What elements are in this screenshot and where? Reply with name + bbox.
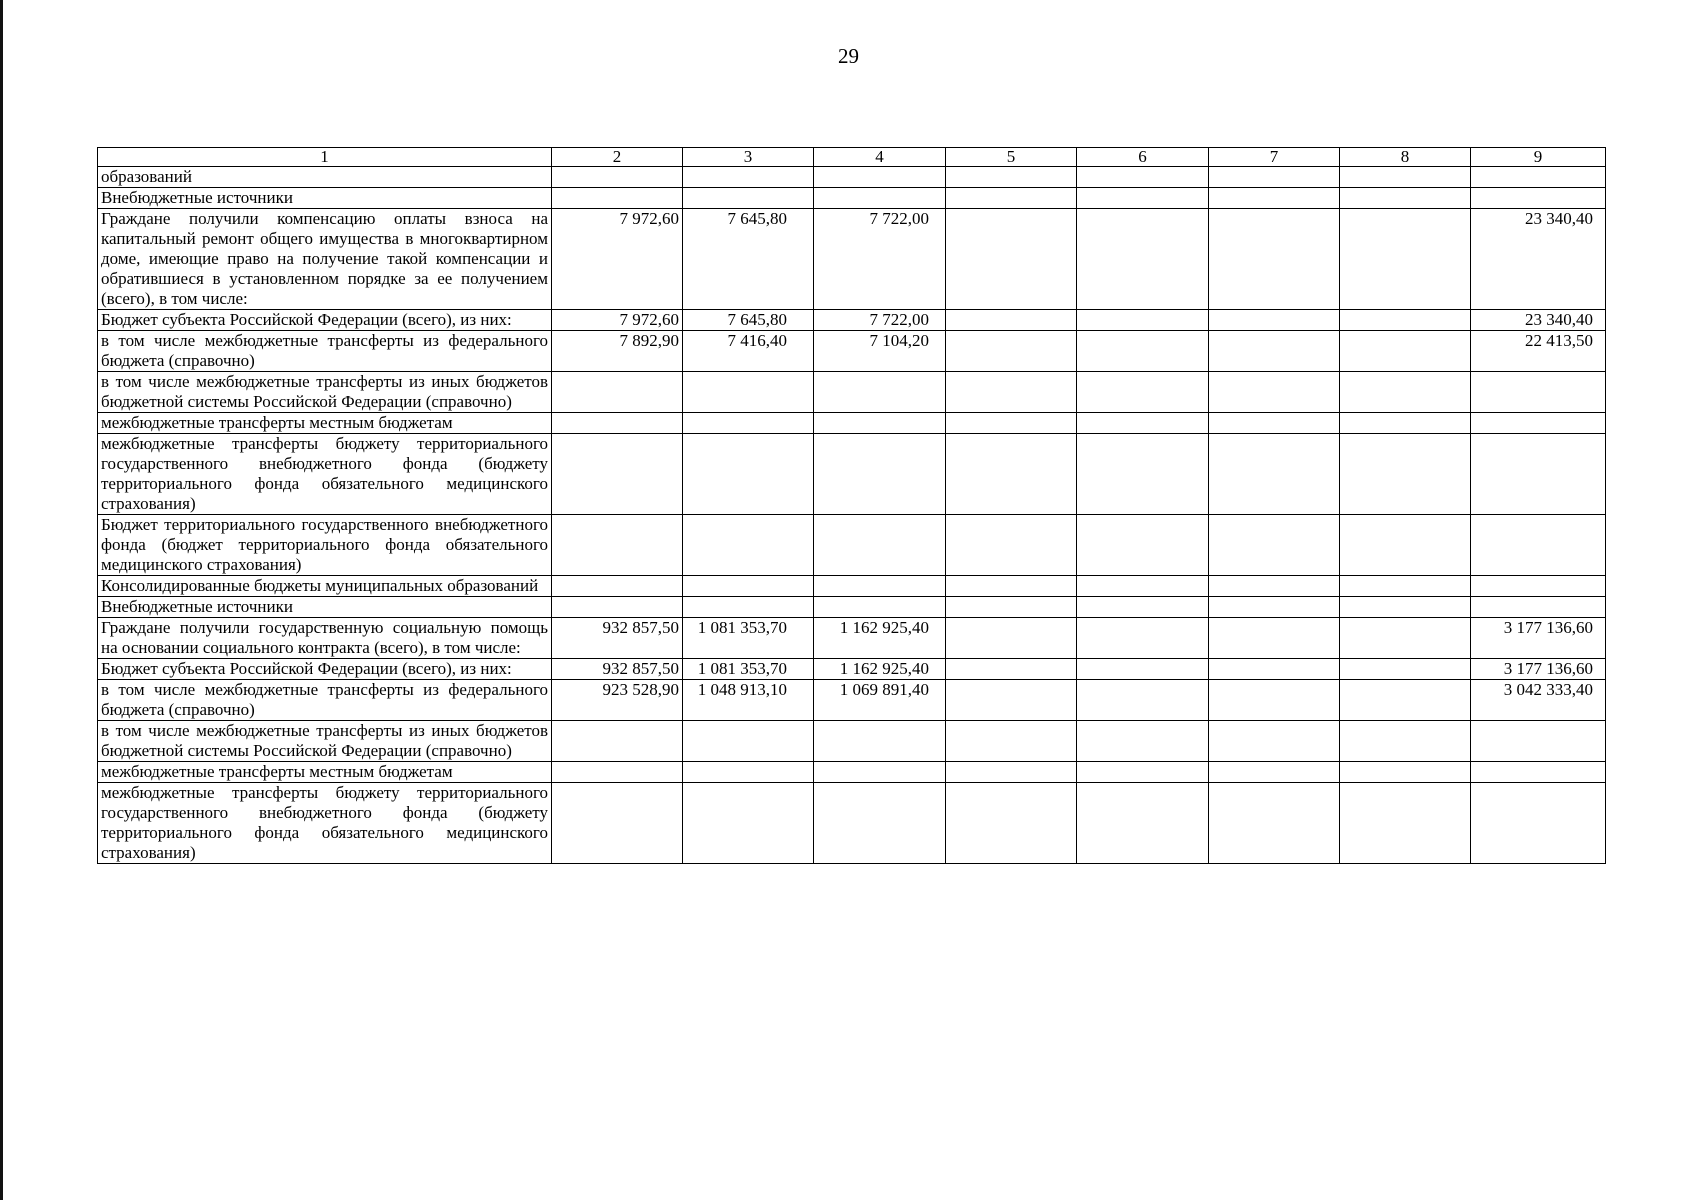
table-row: [98, 762, 1606, 783]
value-cell: [1209, 618, 1340, 659]
value-cell: [946, 783, 1077, 864]
value-cell: [552, 783, 683, 864]
row-label-cell: в том числе межбюджетные трансферты из иных бюджетов бюджетной системы Российской Федерации (справочно): [98, 372, 552, 413]
value-cell: [1077, 372, 1209, 413]
value-cell: [814, 783, 946, 864]
table-row: [98, 618, 1606, 659]
value-cell: [1077, 762, 1209, 783]
value-cell: [1077, 721, 1209, 762]
value-cell: [1340, 515, 1471, 576]
value-cell: [1340, 167, 1471, 188]
value-cell: [1209, 434, 1340, 515]
row-label-cell: Бюджет субъекта Российской Федерации (всего), из них:: [98, 659, 552, 680]
row-label-cell: межбюджетные трансферты бюджету территориального государственного внебюджетного фонда (бюджету территориального фонда обязательного медицинского страхования): [98, 434, 552, 515]
value-cell: [552, 762, 683, 783]
value-cell: [1077, 783, 1209, 864]
value-cell: [1077, 188, 1209, 209]
table-row: [98, 331, 1606, 372]
table-row: [98, 372, 1606, 413]
value-cell: [946, 597, 1077, 618]
row-label-cell: образований: [98, 167, 552, 188]
value-cell: [552, 372, 683, 413]
value-cell: [1340, 372, 1471, 413]
value-cell: [814, 167, 946, 188]
value-cell: 23 340,40: [1471, 310, 1606, 331]
value-cell: [1340, 331, 1471, 372]
row-label-cell: в том числе межбюджетные трансферты из федерального бюджета (справочно): [98, 680, 552, 721]
value-cell: [683, 515, 814, 576]
value-cell: [946, 721, 1077, 762]
value-cell: [683, 576, 814, 597]
value-cell: [946, 188, 1077, 209]
value-cell: [1340, 680, 1471, 721]
value-cell: 22 413,50: [1471, 331, 1606, 372]
column-header: 6: [1077, 148, 1209, 167]
column-header: 2: [552, 148, 683, 167]
column-header: 3: [683, 148, 814, 167]
value-cell: 3 042 333,40: [1471, 680, 1606, 721]
value-cell: [1077, 310, 1209, 331]
value-cell: [1471, 413, 1606, 434]
value-cell: [552, 597, 683, 618]
value-cell: [552, 167, 683, 188]
value-cell: [814, 721, 946, 762]
value-cell: [814, 597, 946, 618]
table-row: [98, 721, 1606, 762]
value-cell: [552, 721, 683, 762]
value-cell: [1340, 762, 1471, 783]
value-cell: [1077, 618, 1209, 659]
column-header: 4: [814, 148, 946, 167]
row-label-cell: Внебюджетные источники: [98, 188, 552, 209]
value-cell: [1209, 680, 1340, 721]
column-header: 8: [1340, 148, 1471, 167]
row-label-cell: Граждане получили государственную социальную помощь на основании социального контракта (всего), в том числе:: [98, 618, 552, 659]
row-label-cell: Внебюджетные источники: [98, 597, 552, 618]
value-cell: 7 645,80: [683, 310, 814, 331]
value-cell: [683, 762, 814, 783]
value-cell: [1077, 434, 1209, 515]
value-cell: [1209, 372, 1340, 413]
value-cell: [683, 721, 814, 762]
value-cell: [814, 188, 946, 209]
value-cell: [946, 413, 1077, 434]
page-number: 29: [838, 44, 859, 68]
table-body: [98, 148, 1606, 864]
table-row: [98, 167, 1606, 188]
table-row: [98, 515, 1606, 576]
value-cell: [1471, 762, 1606, 783]
value-cell: [946, 680, 1077, 721]
value-cell: [1340, 659, 1471, 680]
value-cell: 7 892,90: [552, 331, 683, 372]
table-header-row: [98, 148, 1606, 167]
value-cell: [814, 762, 946, 783]
value-cell: [1471, 188, 1606, 209]
value-cell: [1077, 331, 1209, 372]
value-cell: [683, 597, 814, 618]
value-cell: [946, 762, 1077, 783]
value-cell: [1077, 209, 1209, 310]
value-cell: [1471, 434, 1606, 515]
value-cell: [1340, 721, 1471, 762]
table-row: [98, 413, 1606, 434]
value-cell: [1209, 576, 1340, 597]
row-label-cell: в том числе межбюджетные трансферты из иных бюджетов бюджетной системы Российской Федерации (справочно): [98, 721, 552, 762]
value-cell: [683, 372, 814, 413]
value-cell: 1 048 913,10: [683, 680, 814, 721]
value-cell: [1209, 762, 1340, 783]
row-label-cell: межбюджетные трансферты бюджету территориального государственного внебюджетного фонда (бюджету территориального фонда обязательного медицинского страхования): [98, 783, 552, 864]
value-cell: [946, 167, 1077, 188]
value-cell: [814, 576, 946, 597]
row-label-cell: Бюджет территориального государственного внебюджетного фонда (бюджет территориального фонда обязательного медицинского страхования): [98, 515, 552, 576]
value-cell: 7 722,00: [814, 209, 946, 310]
table-row: [98, 680, 1606, 721]
value-cell: [683, 434, 814, 515]
value-cell: [1209, 721, 1340, 762]
value-cell: 932 857,50: [552, 659, 683, 680]
value-cell: [1209, 209, 1340, 310]
value-cell: 1 069 891,40: [814, 680, 946, 721]
value-cell: [946, 434, 1077, 515]
value-cell: [1077, 659, 1209, 680]
value-cell: [552, 576, 683, 597]
table-row: [98, 783, 1606, 864]
value-cell: [1471, 783, 1606, 864]
row-label-cell: межбюджетные трансферты местным бюджетам: [98, 762, 552, 783]
value-cell: [552, 515, 683, 576]
value-cell: [1209, 188, 1340, 209]
value-cell: 1 081 353,70: [683, 659, 814, 680]
row-label-cell: в том числе межбюджетные трансферты из федерального бюджета (справочно): [98, 331, 552, 372]
row-label-cell: Консолидированные бюджеты муниципальных образований: [98, 576, 552, 597]
value-cell: [552, 434, 683, 515]
value-cell: [552, 413, 683, 434]
table-row: [98, 576, 1606, 597]
value-cell: [1209, 310, 1340, 331]
value-cell: [683, 413, 814, 434]
budget-table: [97, 147, 1606, 864]
value-cell: [814, 434, 946, 515]
value-cell: [946, 576, 1077, 597]
value-cell: [1340, 310, 1471, 331]
value-cell: [1471, 576, 1606, 597]
value-cell: [946, 515, 1077, 576]
table-row: [98, 659, 1606, 680]
value-cell: [814, 413, 946, 434]
value-cell: [946, 618, 1077, 659]
value-cell: [1340, 413, 1471, 434]
value-cell: 1 081 353,70: [683, 618, 814, 659]
value-cell: 932 857,50: [552, 618, 683, 659]
value-cell: 3 177 136,60: [1471, 659, 1606, 680]
column-header: 7: [1209, 148, 1340, 167]
value-cell: 7 722,00: [814, 310, 946, 331]
column-header: 5: [946, 148, 1077, 167]
table-row: [98, 310, 1606, 331]
value-cell: 1 162 925,40: [814, 618, 946, 659]
row-label-cell: Граждане получили компенсацию оплаты взноса на капитальный ремонт общего имущества в многоквартирном доме, имеющие право на получение такой компенсации и обратившиеся в установленном порядке за ее получением (всего), в том числе:: [98, 209, 552, 310]
value-cell: [1209, 167, 1340, 188]
row-label-cell: межбюджетные трансферты местным бюджетам: [98, 413, 552, 434]
value-cell: [946, 310, 1077, 331]
value-cell: [1077, 576, 1209, 597]
value-cell: [1209, 659, 1340, 680]
value-cell: [1340, 434, 1471, 515]
value-cell: [1340, 576, 1471, 597]
value-cell: 7 104,20: [814, 331, 946, 372]
value-cell: [683, 783, 814, 864]
value-cell: [1340, 209, 1471, 310]
value-cell: [946, 331, 1077, 372]
table-row: [98, 188, 1606, 209]
value-cell: [1471, 372, 1606, 413]
value-cell: 3 177 136,60: [1471, 618, 1606, 659]
value-cell: [1209, 597, 1340, 618]
value-cell: [1209, 413, 1340, 434]
value-cell: [1340, 618, 1471, 659]
value-cell: [1471, 167, 1606, 188]
value-cell: [1471, 597, 1606, 618]
value-cell: 7 972,60: [552, 209, 683, 310]
table-row: [98, 434, 1606, 515]
value-cell: [1077, 413, 1209, 434]
value-cell: [946, 372, 1077, 413]
value-cell: [1340, 597, 1471, 618]
value-cell: [1340, 783, 1471, 864]
column-header: 9: [1471, 148, 1606, 167]
table-row: [98, 597, 1606, 618]
value-cell: 923 528,90: [552, 680, 683, 721]
value-cell: [946, 209, 1077, 310]
value-cell: [1471, 721, 1606, 762]
value-cell: [1209, 331, 1340, 372]
column-header: 1: [98, 148, 552, 167]
value-cell: [1209, 783, 1340, 864]
row-label-cell: Бюджет субъекта Российской Федерации (всего), из них:: [98, 310, 552, 331]
value-cell: [1077, 167, 1209, 188]
value-cell: [1077, 597, 1209, 618]
value-cell: 7 972,60: [552, 310, 683, 331]
value-cell: [1209, 515, 1340, 576]
value-cell: [946, 659, 1077, 680]
table-row: [98, 209, 1606, 310]
value-cell: [552, 188, 683, 209]
value-cell: [683, 167, 814, 188]
value-cell: [1471, 515, 1606, 576]
page-edge-line: [0, 0, 3, 1200]
value-cell: 23 340,40: [1471, 209, 1606, 310]
value-cell: [1077, 680, 1209, 721]
value-cell: [1340, 188, 1471, 209]
value-cell: 7 645,80: [683, 209, 814, 310]
value-cell: 1 162 925,40: [814, 659, 946, 680]
value-cell: [814, 515, 946, 576]
value-cell: [1077, 515, 1209, 576]
value-cell: [814, 372, 946, 413]
value-cell: 7 416,40: [683, 331, 814, 372]
value-cell: [683, 188, 814, 209]
